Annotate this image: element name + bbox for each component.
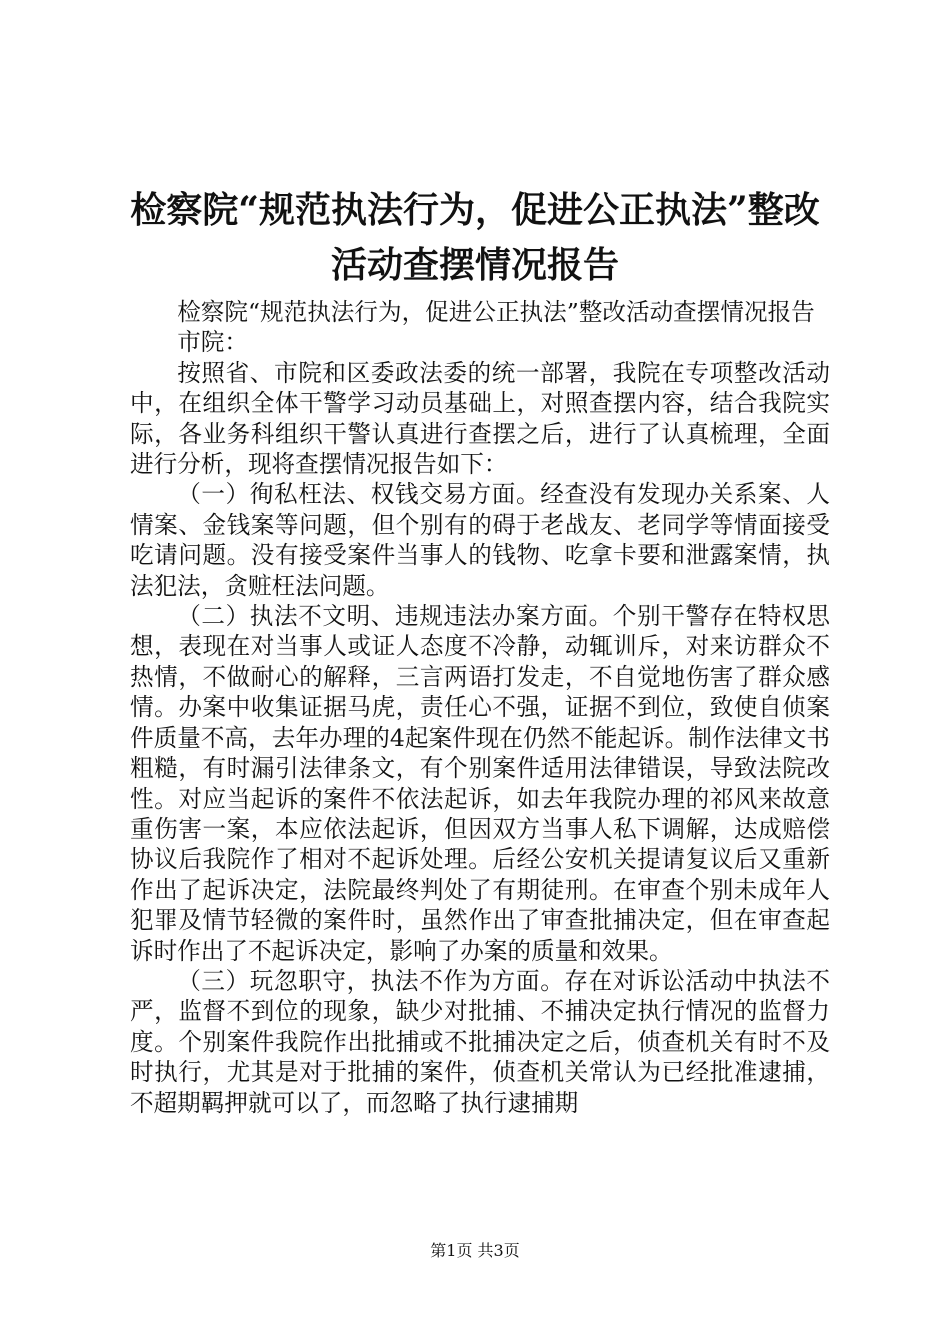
body-paragraph-intro: 按照省、市院和区委政法委的统一部署，我院在专项整改活动中，在组织全体干警学习动员基础上，对照查摆内容，结合我院实际，各业务科组织干警认真进行查摆之后，进行了认真梳理，全面进行分析，现将查摆情况报告如下： <box>130 358 830 479</box>
body-paragraph-salutation: 市院： <box>177 328 248 357</box>
body-paragraph-section-3: （三）玩忽职守，执法不作为方面。存在对诉讼活动中执法不严，监督不到位的现象，缺少对批捕、不捕决定执行情况的监督力度。个别案件我院作出批捕或不批捕决定之后，侦查机关有时不及时执行，尤其是对于批捕的案件，侦查机关常认为已经批准逮捕，不超期羁押就可以了，而忽略了执行逮捕期 <box>130 966 830 1117</box>
body-paragraph-section-2: （二）执法不文明、违规违法办案方面。个别干警存在特权思想，表现在对当事人或证人态度不冷静，动辄训斥，对来访群众不热情，不做耐心的解释，三言两语打发走，不自觉地伤害了群众感情。办案中收集证据马虎，责任心不强，证据不到位，致使自侦案件质量不高，去年办理的4起案件现在仍然不能起诉。制作法律文书粗糙，有时漏引法律条文，有个别案件适用法律错误，导致法院改性。对应当起诉的案件不依法起诉，如去年我院办理的祁风来故意重伤害一案，本应依法起诉，但因双方当事人私下调解，达成赔偿协议后我院作了相对不起诉处理。后经公安机关提请复议后又重新作出了起诉决定，法院最终判处了有期徒刑。在审查个别未成年人犯罪及情节轻微的案件时，虽然作出了审查批捕决定，但在审查起诉时作出了不起诉决定，影响了办案的质量和效果。 <box>130 602 830 965</box>
body-paragraph-heading: 检察院“规范执法行为，促进公正执法”整改活动查摆情况报告 <box>177 298 815 326</box>
document-body <box>130 297 830 1118</box>
page-number-footer: 第1页 共3页 <box>430 1241 520 1260</box>
document-title-line-2: 活动查摆情况报告 <box>330 244 619 286</box>
document-title-line-1: 检察院“规范执法行为，促进公正执法”整改 <box>130 189 820 231</box>
body-paragraph-section-1: （一）徇私枉法、权钱交易方面。经查没有发现办关系案、人情案、金钱案等问题，但个别有的碍于老战友、老同学等情面接受吃请问题。没有接受案件当事人的钱物、吃拿卡要和泄露案情，执法犯法，贪赃枉法问题。 <box>130 480 830 600</box>
